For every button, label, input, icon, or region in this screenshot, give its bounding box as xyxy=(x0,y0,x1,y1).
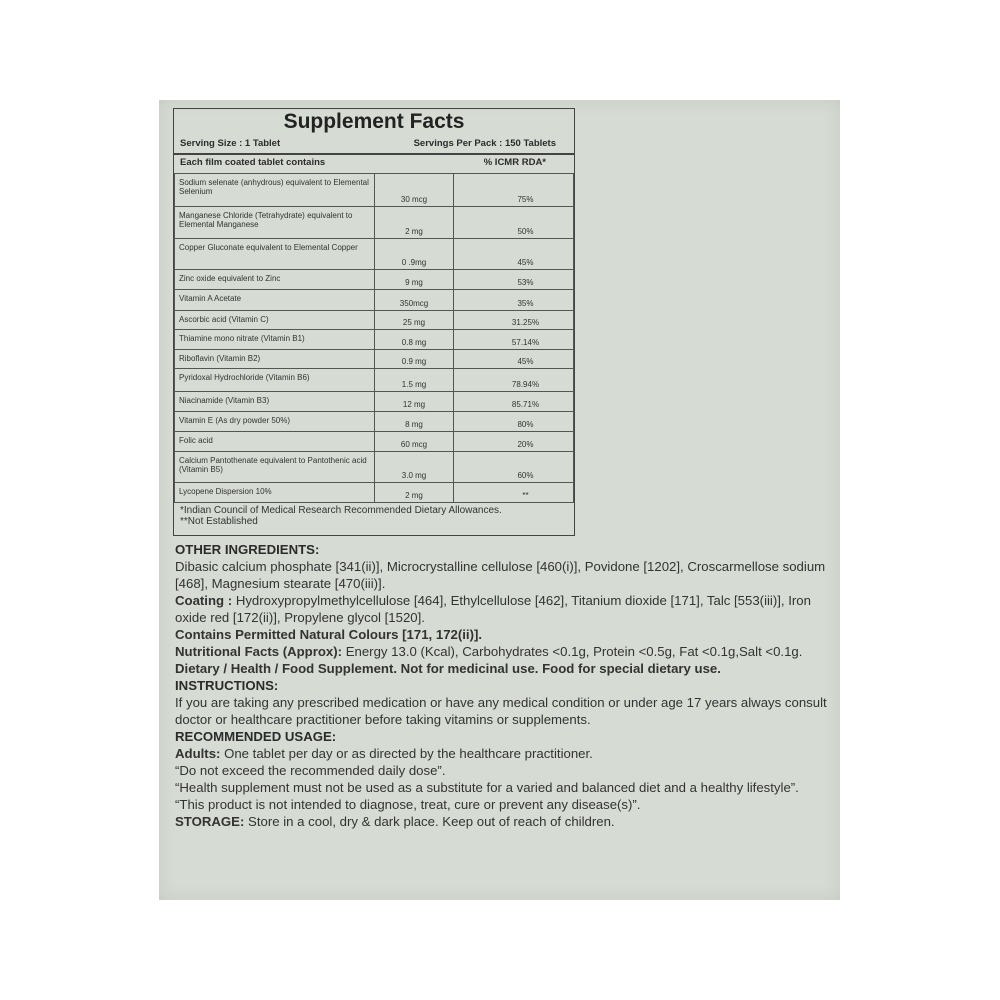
nutrient-name: Ascorbic acid (Vitamin C) xyxy=(175,311,375,330)
nutrient-quantity: 1.5 mg xyxy=(375,369,454,392)
nutrient-quantity: 2 mg xyxy=(375,207,454,239)
nutrient-rda: 85.71% xyxy=(454,392,574,412)
nutrient-quantity: 9 mg xyxy=(375,270,454,290)
storage-body: Store in a cool, dry & dark place. Keep out of reach of children. xyxy=(248,814,615,829)
nutrient-row xyxy=(175,290,574,311)
nutrient-name: Sodium selenate (anhydrous) equivalent to Elemental Selenium xyxy=(175,174,375,207)
nutrient-name: Vitamin E (As dry powder 50%) xyxy=(175,412,375,432)
nutritional-facts xyxy=(175,643,835,660)
nutrient-rda: ** xyxy=(454,483,574,503)
serving-size: Serving Size : 1 Tablet xyxy=(180,138,281,149)
colours-statement: Contains Permitted Natural Colours [171, 172(ii)]. xyxy=(175,627,483,642)
nutrient-quantity: 0 .9mg xyxy=(375,239,454,270)
nutrient-row xyxy=(175,483,574,503)
nutrient-rda: 80% xyxy=(454,412,574,432)
servings-per-pack: Servings Per Pack : 150 Tablets xyxy=(413,138,556,149)
nutrient-row xyxy=(175,432,574,452)
nutrient-row xyxy=(175,270,574,290)
nutrient-quantity: 3.0 mg xyxy=(375,452,454,483)
nutrient-name: Thiamine mono nitrate (Vitamin B1) xyxy=(175,330,375,350)
nutrient-row xyxy=(175,452,574,483)
nutrient-rda: 20% xyxy=(454,432,574,452)
usage-heading: RECOMMENDED USAGE: xyxy=(175,729,337,744)
nutrient-quantity: 30 mcg xyxy=(375,174,454,207)
nutrient-name: Riboflavin (Vitamin B2) xyxy=(175,350,375,369)
nutrient-rda: 45% xyxy=(454,239,574,270)
nutrient-row xyxy=(175,207,574,239)
adults-usage xyxy=(175,745,835,762)
nutrient-row xyxy=(175,311,574,330)
adults-body: One tablet per day or as directed by the healthcare practitioner. xyxy=(224,746,593,761)
nutrient-name: Niacinamide (Vitamin B3) xyxy=(175,392,375,412)
nutrient-row xyxy=(175,350,574,369)
nutrient-name: Calcium Pantothenate equivalent to Pantothenic acid (Vitamin B5) xyxy=(175,452,375,483)
nutrient-row xyxy=(175,174,574,207)
supplement-facts-panel xyxy=(173,108,575,536)
nutrient-quantity: 0.8 mg xyxy=(375,330,454,350)
nutrient-rda: 78.94% xyxy=(454,369,574,392)
adults-label: Adults: xyxy=(175,746,221,761)
nutrient-name: Folic acid xyxy=(175,432,375,452)
nutrient-table xyxy=(174,173,574,503)
nutrient-rda: 31.25% xyxy=(454,311,574,330)
nutrient-row xyxy=(175,392,574,412)
nutrient-row xyxy=(175,412,574,432)
nutrient-quantity: 60 mcg xyxy=(375,432,454,452)
nutrient-quantity: 8 mg xyxy=(375,412,454,432)
nutrient-row xyxy=(175,369,574,392)
nutrient-name: Lycopene Dispersion 10% xyxy=(175,483,375,503)
nutrient-rda: 45% xyxy=(454,350,574,369)
warning-not-intended: “This product is not intended to diagnose, treat, cure or prevent any disease(s)”. xyxy=(175,797,641,812)
footnote-not-established: **Not Established xyxy=(180,516,258,527)
nutrient-quantity: 0.9 mg xyxy=(375,350,454,369)
nutrient-name: Zinc oxide equivalent to Zinc xyxy=(175,270,375,290)
storage-paragraph xyxy=(175,813,835,830)
contains-label: Each film coated tablet contains xyxy=(180,157,326,168)
divider xyxy=(174,153,574,155)
facts-title: Supplement Facts xyxy=(283,110,465,133)
label-text-block xyxy=(175,541,835,830)
instructions-body: If you are taking any prescribed medication or have any medical condition or under age 17 years always consult doctor or healthcare practitioner before taking vitamins or supplements. xyxy=(175,695,827,727)
nutrient-row xyxy=(175,239,574,270)
other-ingredients-heading: OTHER INGREDIENTS: xyxy=(175,542,320,557)
nutrient-rda: 50% xyxy=(454,207,574,239)
storage-label: STORAGE: xyxy=(175,814,245,829)
nutritional-facts-label: Nutritional Facts (Approx): xyxy=(175,644,343,659)
nutrient-rda: 35% xyxy=(454,290,574,311)
coating-label: Coating : xyxy=(175,593,233,608)
other-ingredients-body: Dibasic calcium phosphate [341(ii)], Microcrystalline cellulose [460(i)], Povidone [1202], Croscarmellose sodium [468], Magnesium stearate [470(iii)]. xyxy=(175,559,826,591)
instructions-heading: INSTRUCTIONS: xyxy=(175,678,279,693)
nutrient-name: Manganese Chloride (Tetrahydrate) equivalent to Elemental Manganese xyxy=(175,207,375,239)
nutrient-quantity: 12 mg xyxy=(375,392,454,412)
nutritional-facts-body: Energy 13.0 (Kcal), Carbohydrates <0.1g, Protein <0.5g, Fat <0.1g,Salt <0.1g. xyxy=(345,644,803,659)
nutrient-name: Pyridoxal Hydrochloride (Vitamin B6) xyxy=(175,369,375,392)
nutrient-rda: 75% xyxy=(454,174,574,207)
coating-paragraph xyxy=(175,592,835,626)
nutrient-row xyxy=(175,330,574,350)
nutrient-quantity: 25 mg xyxy=(375,311,454,330)
nutrient-name: Vitamin A Acetate xyxy=(175,290,375,311)
nutrient-rda: 60% xyxy=(454,452,574,483)
warning-daily-dose: “Do not exceed the recommended daily dose”. xyxy=(175,763,446,778)
dietary-statement: Dietary / Health / Food Supplement. Not for medicinal use. Food for special dietary use. xyxy=(175,661,721,676)
rda-label: % ICMR RDA* xyxy=(483,157,546,168)
nutrient-quantity: 2 mg xyxy=(375,483,454,503)
nutrient-name: Copper Gluconate equivalent to Elemental Copper xyxy=(175,239,375,270)
footnote-icmr: *Indian Council of Medical Research Recommended Dietary Allowances. xyxy=(180,505,502,516)
nutrient-rda: 53% xyxy=(454,270,574,290)
facts-footnotes xyxy=(180,505,570,527)
nutrient-quantity: 350mcg xyxy=(375,290,454,311)
nutrient-rda: 57.14% xyxy=(454,330,574,350)
warning-substitute: “Health supplement must not be used as a substitute for a varied and balanced diet and a healthy lifestyle”. xyxy=(175,780,799,795)
coating-body: Hydroxypropylmethylcellulose [464], Ethylcellulose [462], Titanium dioxide [171], Talc [553(iii)], Iron oxide red [172(ii)], Propylene glycol [1520]. xyxy=(175,593,811,625)
